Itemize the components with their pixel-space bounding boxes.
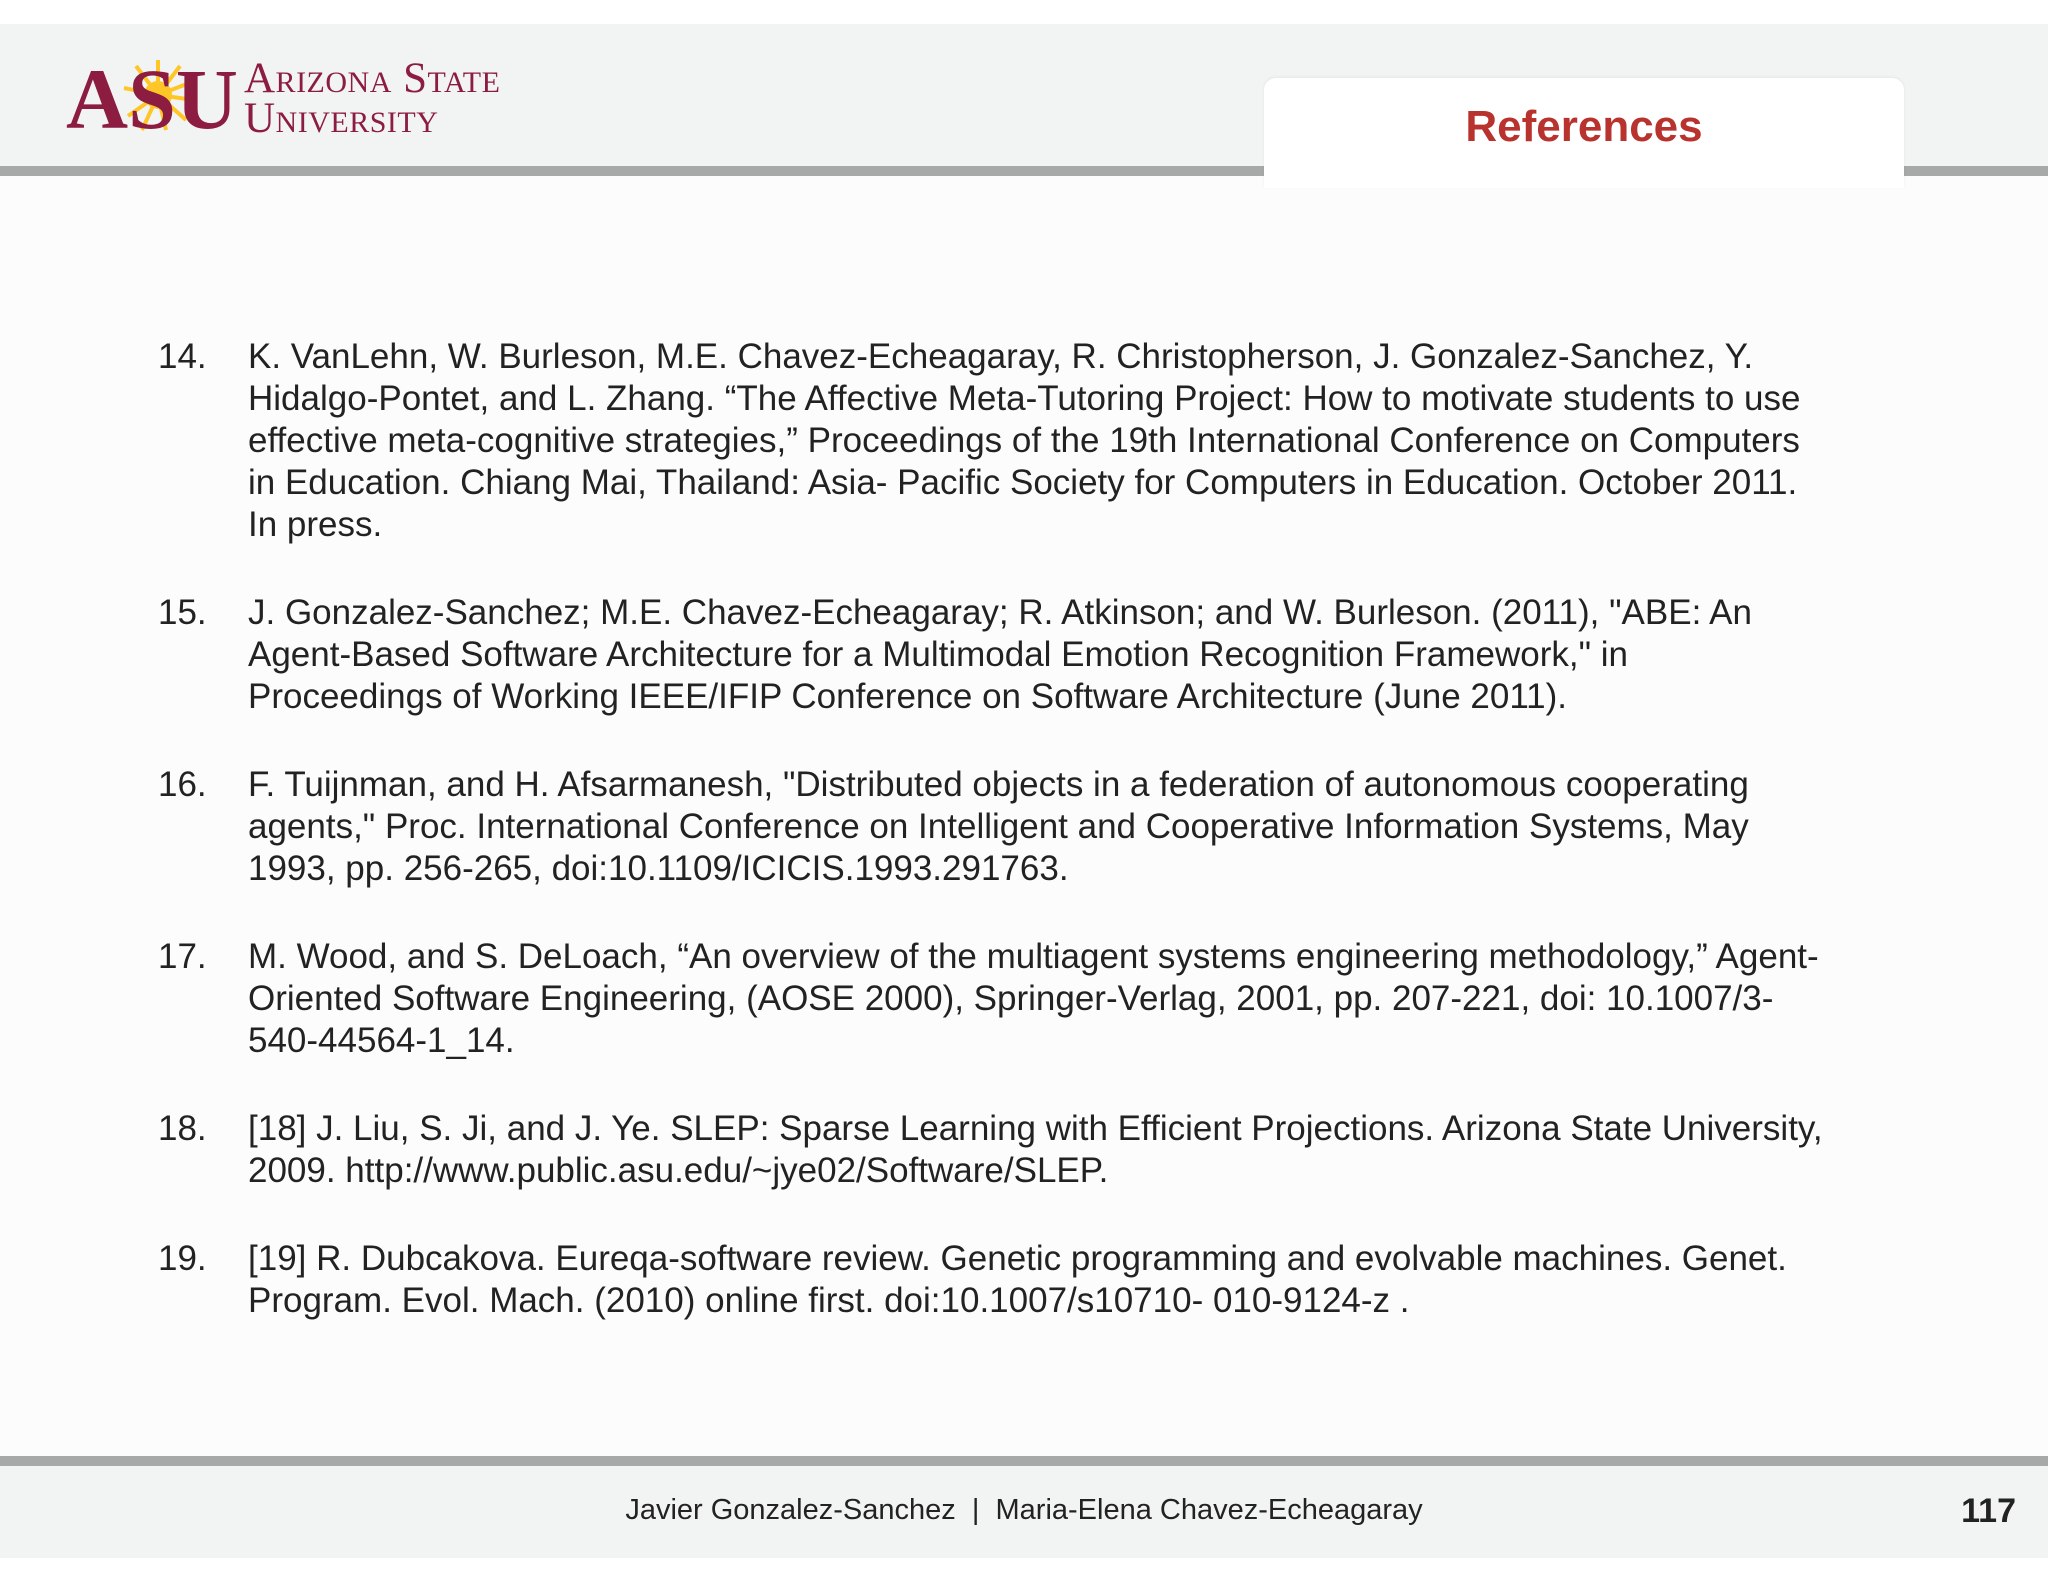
slide-title: References: [1465, 102, 1703, 151]
reference-number: 17.: [158, 937, 207, 976]
logo-line-university: [244, 94, 438, 143]
reference-number: 18.: [158, 1109, 207, 1148]
reference-text: [18] J. Liu, S. Ji, and J. Ye. SLEP: Sparse Learning with Efficient Projections. Arizona State University, 2009. http://www.public.asu.edu/~jye02/Software/SLEP.: [248, 1109, 1823, 1190]
reference-text: M. Wood, and S. DeLoach, “An overview of the multiagent systems engineering methodology,” Agent-Oriented Software Engineering, (AOSE 2000), Springer-Verlag, 2001, pp. 207-221, doi: 10.1007/3-540-44564-1_14.: [248, 937, 1819, 1060]
reference-number: 14.: [158, 337, 207, 376]
reference-number: 16.: [158, 765, 207, 804]
reference-item: [158, 764, 1858, 890]
reference-list: [158, 336, 1858, 1368]
footer-divider: [0, 1456, 2048, 1466]
slide: [0, 24, 2048, 1558]
asu-logo-letters: ASU: [66, 54, 238, 136]
reference-number: 19.: [158, 1239, 207, 1278]
reference-number: 15.: [158, 593, 207, 632]
reference-item: [158, 1108, 1858, 1192]
logo-wordmark-line1: Arizona State: [244, 55, 501, 102]
reference-text: K. VanLehn, W. Burleson, M.E. Chavez-Echeagaray, R. Christopherson, J. Gonzalez-Sanchez, Y. Hidalgo-Pontet, and L. Zhang. “The Affective Meta-Tutoring Project: How to motivate students to use effective meta-cognitive strategies,” Proceedings of the 19th International Conference on Computers in Education. Chiang Mai, Thailand: Asia- Pacific Society for Computers in Education. October 2011. In press.: [248, 337, 1801, 544]
reference-item: [158, 592, 1858, 718]
asu-sunburst-logo-mark: [66, 54, 241, 136]
reference-text: J. Gonzalez-Sanchez; M.E. Chavez-Echeagaray; R. Atkinson; and W. Burleson. (2011), "ABE: An Agent-Based Software Architecture for a Multimodal Emotion Recognition Framework," in Proceedings of Working IEEE/IFIP Conference on Software Architecture (June 2011).: [248, 593, 1752, 716]
reference-item: [158, 1238, 1858, 1322]
footer-authors: Javier Gonzalez-Sanchez | Maria-Elena Chavez-Echeagaray: [625, 1494, 1423, 1526]
logo-wordmark-line2: University: [244, 95, 439, 142]
reference-text: [19] R. Dubcakova. Eureqa-software review. Genetic programming and evolvable machines. Genet. Program. Evol. Mach. (2010) online first. doi:10.1007/s10710- 010-9124-z .: [248, 1239, 1787, 1320]
page-number: 117: [1961, 1492, 2016, 1530]
reference-item: [158, 336, 1858, 546]
reference-text: F. Tuijnman, and H. Afsarmanesh, "Distributed objects in a federation of autonomous cooperating agents," Proc. International Conference on Intelligent and Cooperative Information Systems, May 1993, pp. 256-265, doi:10.1109/ICICIS.1993.291763.: [248, 765, 1749, 888]
reference-item: [158, 936, 1858, 1062]
